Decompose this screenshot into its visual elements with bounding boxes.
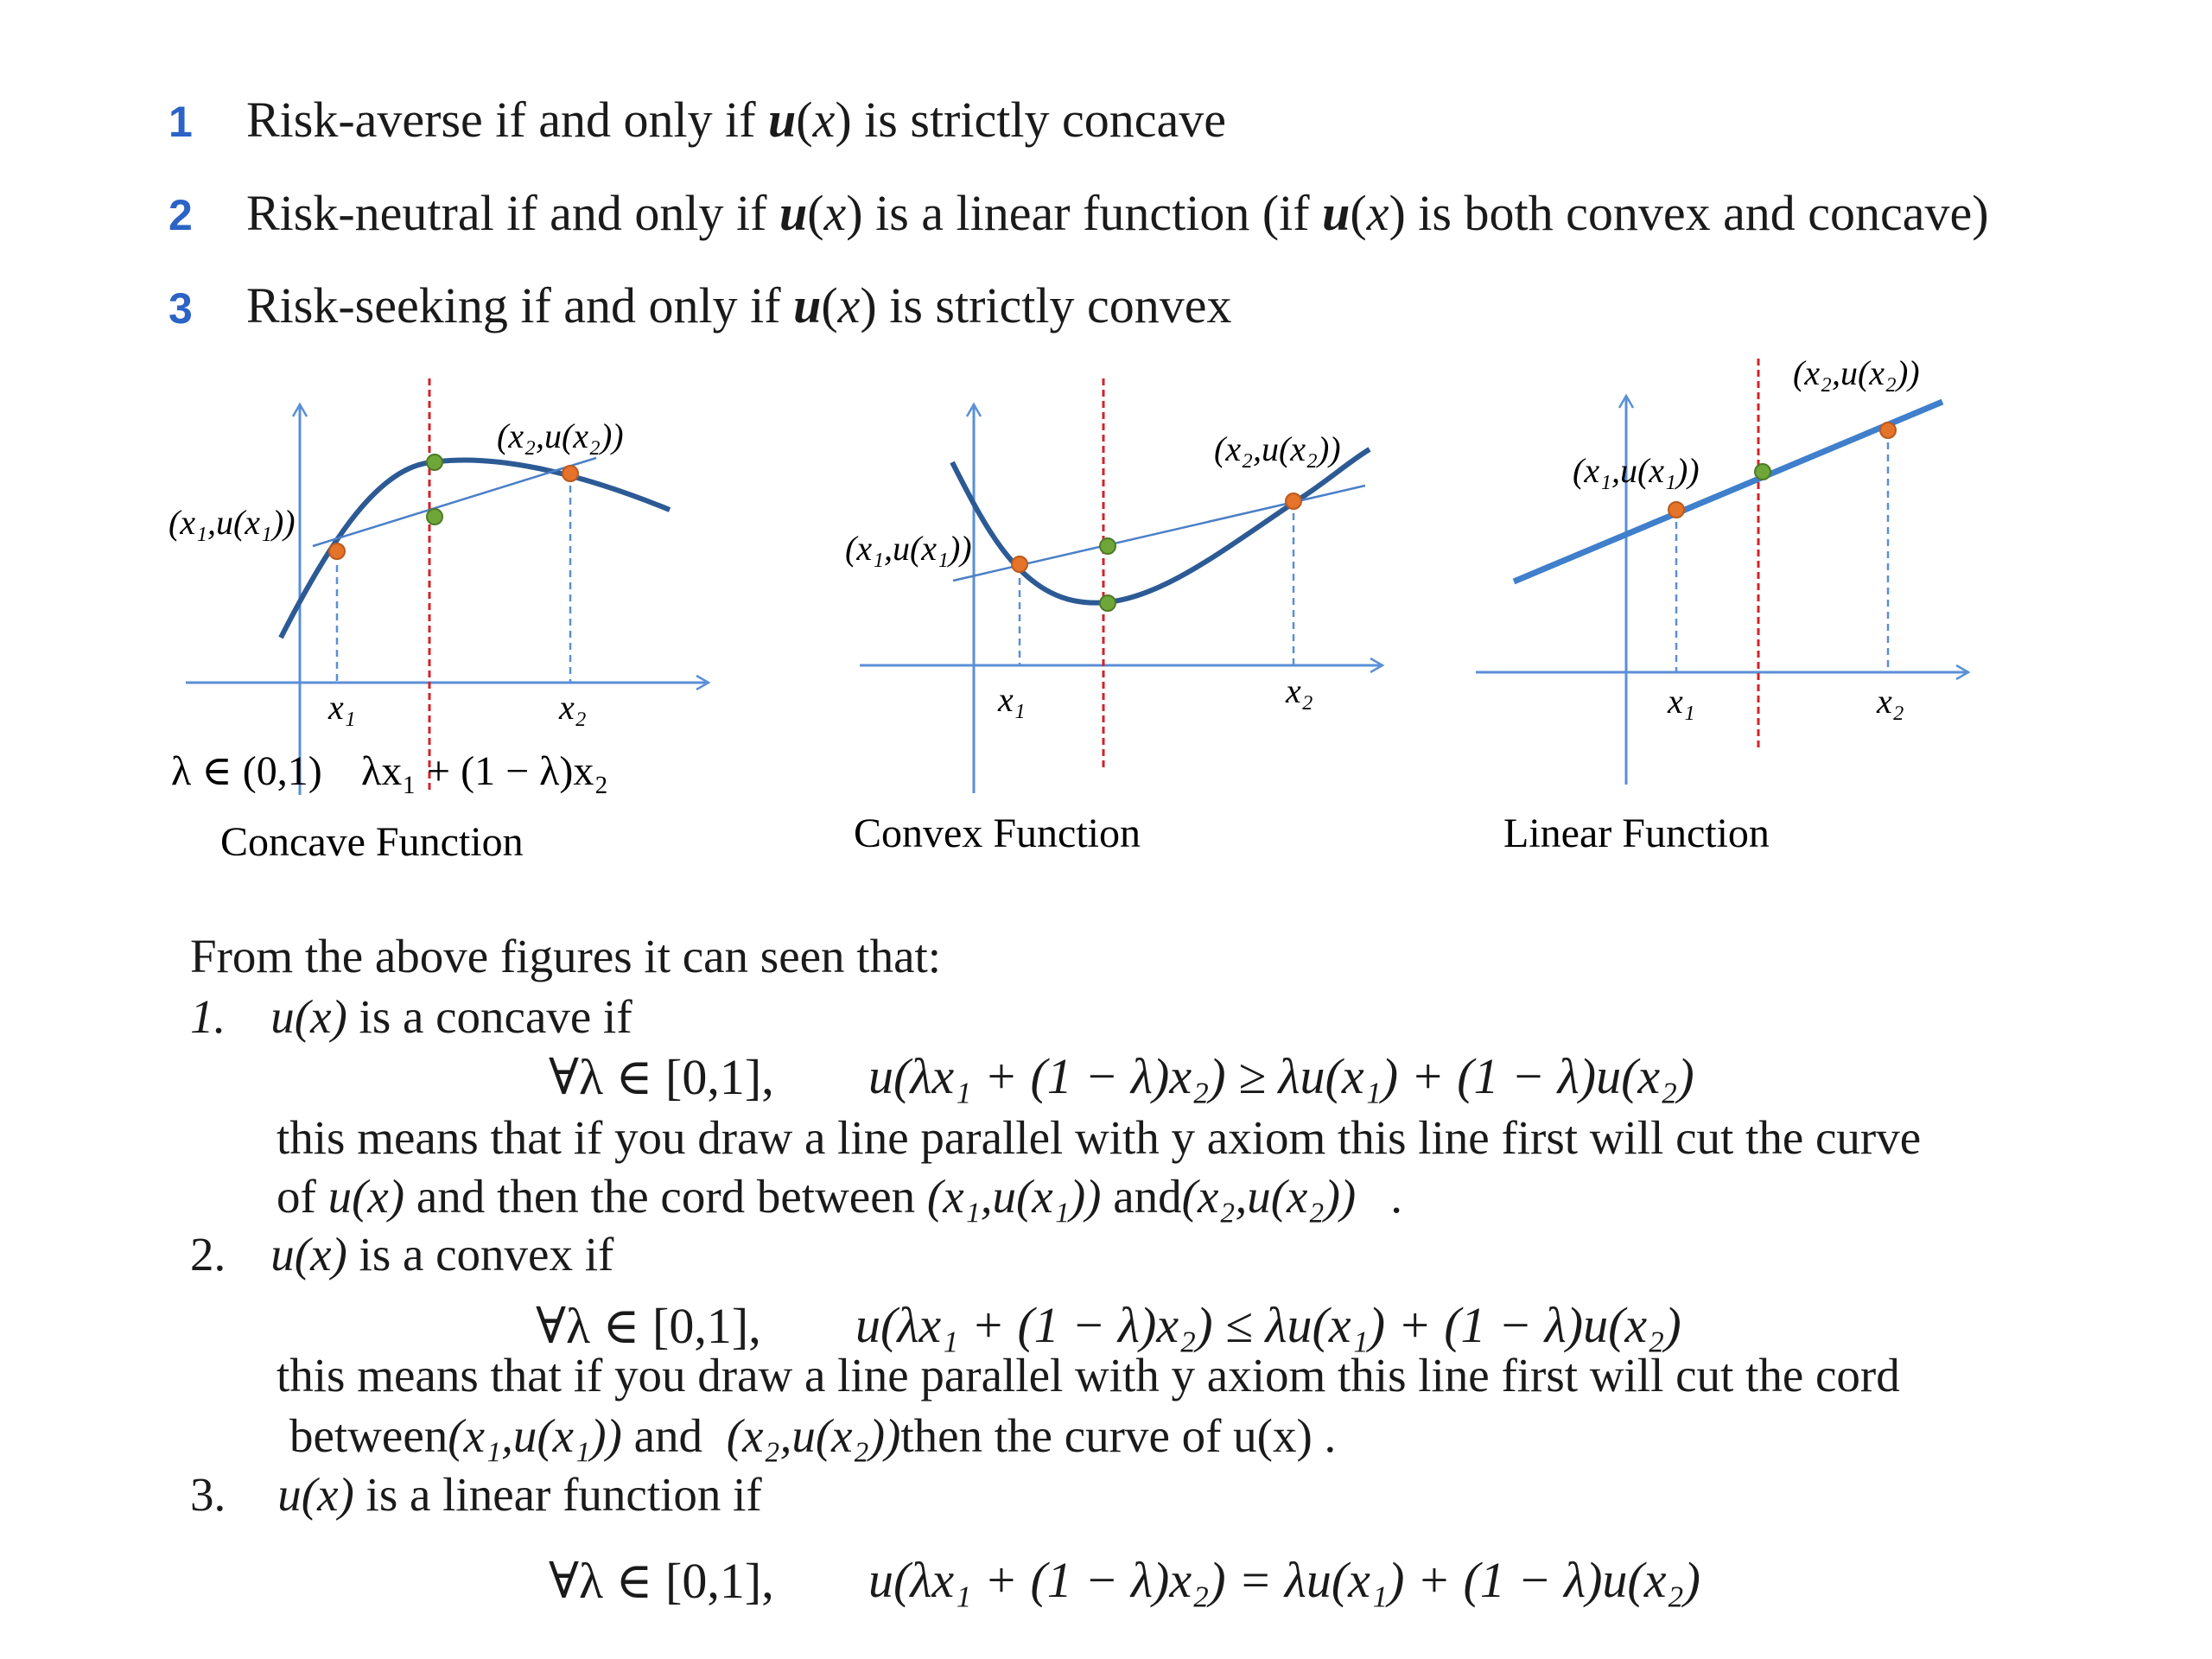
item1-explain2-p2: (x₂,u(x₂)) [1181,1170,1357,1223]
convex-title: Convex Function [854,810,1141,856]
statement-1-post: is strictly concave [851,92,1226,148]
item3-equation: u(λx₁ + (1 − λ)x₂) = λu(x₁) + (1 − λ)u(x₂) [868,1552,1700,1608]
linear-point-x1 [1669,502,1684,518]
convex-point-curve [1100,595,1116,611]
linear-figure [1476,353,1968,856]
statement-3: Risk-seeking if and only if u(x) is strictly convex [246,277,1232,334]
item2-inequality: u(λx₁ + (1 − λ)x₂) ≤ λu(x₁) + (1 − λ)u(x₂) [855,1297,1681,1353]
item2-explain2-p1: (x₁,u(x₁)) [448,1409,622,1462]
item1-explain2-and: and [1101,1170,1182,1223]
item2-number: 2. [190,1228,226,1281]
statement-3-pre: Risk-seeking if and only if [246,277,794,334]
item3-u: u(x) [277,1468,354,1521]
item1-explain2-p1: (x₁,u(x₁)) [926,1170,1102,1223]
concave-chord [313,458,596,546]
item3-tail: is a linear function if [353,1468,762,1521]
item1-tail: is a concave if [346,990,632,1043]
statement-1-u: u [768,92,797,148]
item1-u: u(x) [270,990,347,1043]
item2-explain2-p2: (x₂,u(x₂)) [726,1409,901,1462]
item2-explain2-end: then the curve of u(x) . [900,1409,1337,1462]
statement-2-mid: is a linear function (if [862,185,1323,241]
item2-u: u(x) [270,1228,347,1281]
item1-head [190,989,632,1044]
concave-x2-label: x₂ [559,688,587,727]
item1-explain2-u: u(x) [327,1170,405,1223]
statement-2-pre: Risk-neutral if and only if [246,185,779,241]
statement-1-pre: Risk-averse if and only if [246,92,769,148]
convex-figure [845,378,1382,856]
convex-point-x1 [1012,556,1027,572]
item3-head [190,1467,762,1522]
item1-forall: ∀λ ∈ [0,1], [549,1049,774,1105]
statement-2-x2: x [1366,185,1389,241]
item2-explain2-and: and [621,1409,715,1462]
concave-p1-label: (x₁,u(x₁)) [168,503,296,542]
statement-2-u: u [779,185,808,241]
statement-3-u: u [793,277,822,334]
statement-3-x: x [837,277,861,334]
concave-lambda-mix: λx₁ + (1 − λ)x₂ [361,748,609,794]
item1-explain2-end: . [1390,1170,1402,1223]
concave-point-chord [427,509,442,524]
item1-inequality: u(λx₁ + (1 − λ)x₂) ≥ λu(x₁) + (1 − λ)u(x₂) [868,1048,1694,1104]
linear-line [1514,402,1942,582]
statement-1-x: x [812,92,836,148]
linear-point-x2 [1880,423,1896,438]
item2-explain2-a: between [289,1409,448,1462]
convex-p2-label: (x₂,u(x₂)) [1214,429,1341,468]
statement-2-post: is both convex and concave) [1405,185,1989,241]
statement-2: Risk-neutral if and only if u(x) is a linear function (if u(x) is both convex and concave) [246,185,1989,241]
statement-number-2: 2 [168,191,193,239]
concave-x1-label: x₁ [328,688,356,727]
concave-title: Concave Function [220,819,524,865]
item2-explain-line2 [289,1408,1336,1463]
item1-explain2-a: of [276,1170,328,1223]
concave-figure [168,378,709,865]
item1-explain-line2 [276,1169,1402,1224]
statement-number-1: 1 [168,98,193,146]
linear-p1-label: (x₁,u(x₁)) [1573,451,1700,490]
statement-number-3: 3 [168,284,193,333]
item2-forall: ∀λ ∈ [0,1], [536,1298,761,1354]
item1-number: 1. [190,990,226,1043]
statement-2-x: x [823,185,847,241]
item2-tail: is a convex if [346,1228,614,1281]
convex-p1-label: (x₁,u(x₁)) [845,529,972,568]
convex-curve [952,449,1370,603]
convex-point-x2 [1286,493,1301,509]
item2-explain-line1: this means that if you draw a line parallel with y axiom this line first will cut the cord [276,1349,1900,1402]
intro-text: From the above figures it can seen that: [190,930,942,982]
item3-forall: ∀λ ∈ [0,1], [549,1553,774,1609]
concave-point-x1 [329,543,345,559]
item2-head [190,1227,613,1281]
statement-3-post: is strictly convex [876,277,1232,334]
convex-x2-label: x₂ [1286,671,1313,710]
statement-1: Risk-averse if and only if u(x) is strictly concave [246,92,1226,148]
linear-x1-label: x₁ [1668,682,1695,721]
concave-lambda-range: λ ∈ (0,1) [171,748,322,794]
convex-x1-label: x₁ [998,680,1026,719]
concave-point-curve [427,454,442,470]
convex-point-chord [1100,538,1116,554]
linear-p2-label: (x₂,u(x₂)) [1793,353,1920,392]
statement-2-u2: u [1322,185,1351,241]
linear-x2-label: x₂ [1877,682,1904,721]
linear-point-mid [1755,464,1770,480]
item1-explain2-b: and then the cord between [404,1170,927,1223]
concave-point-x2 [563,466,578,481]
item3-number: 3. [190,1468,226,1521]
item1-explain-line1: this means that if you draw a line parallel with y axiom this line first will cut the curve [276,1111,1922,1164]
concave-p2-label: (x₂,u(x₂)) [497,416,624,455]
linear-title: Linear Function [1503,810,1770,856]
